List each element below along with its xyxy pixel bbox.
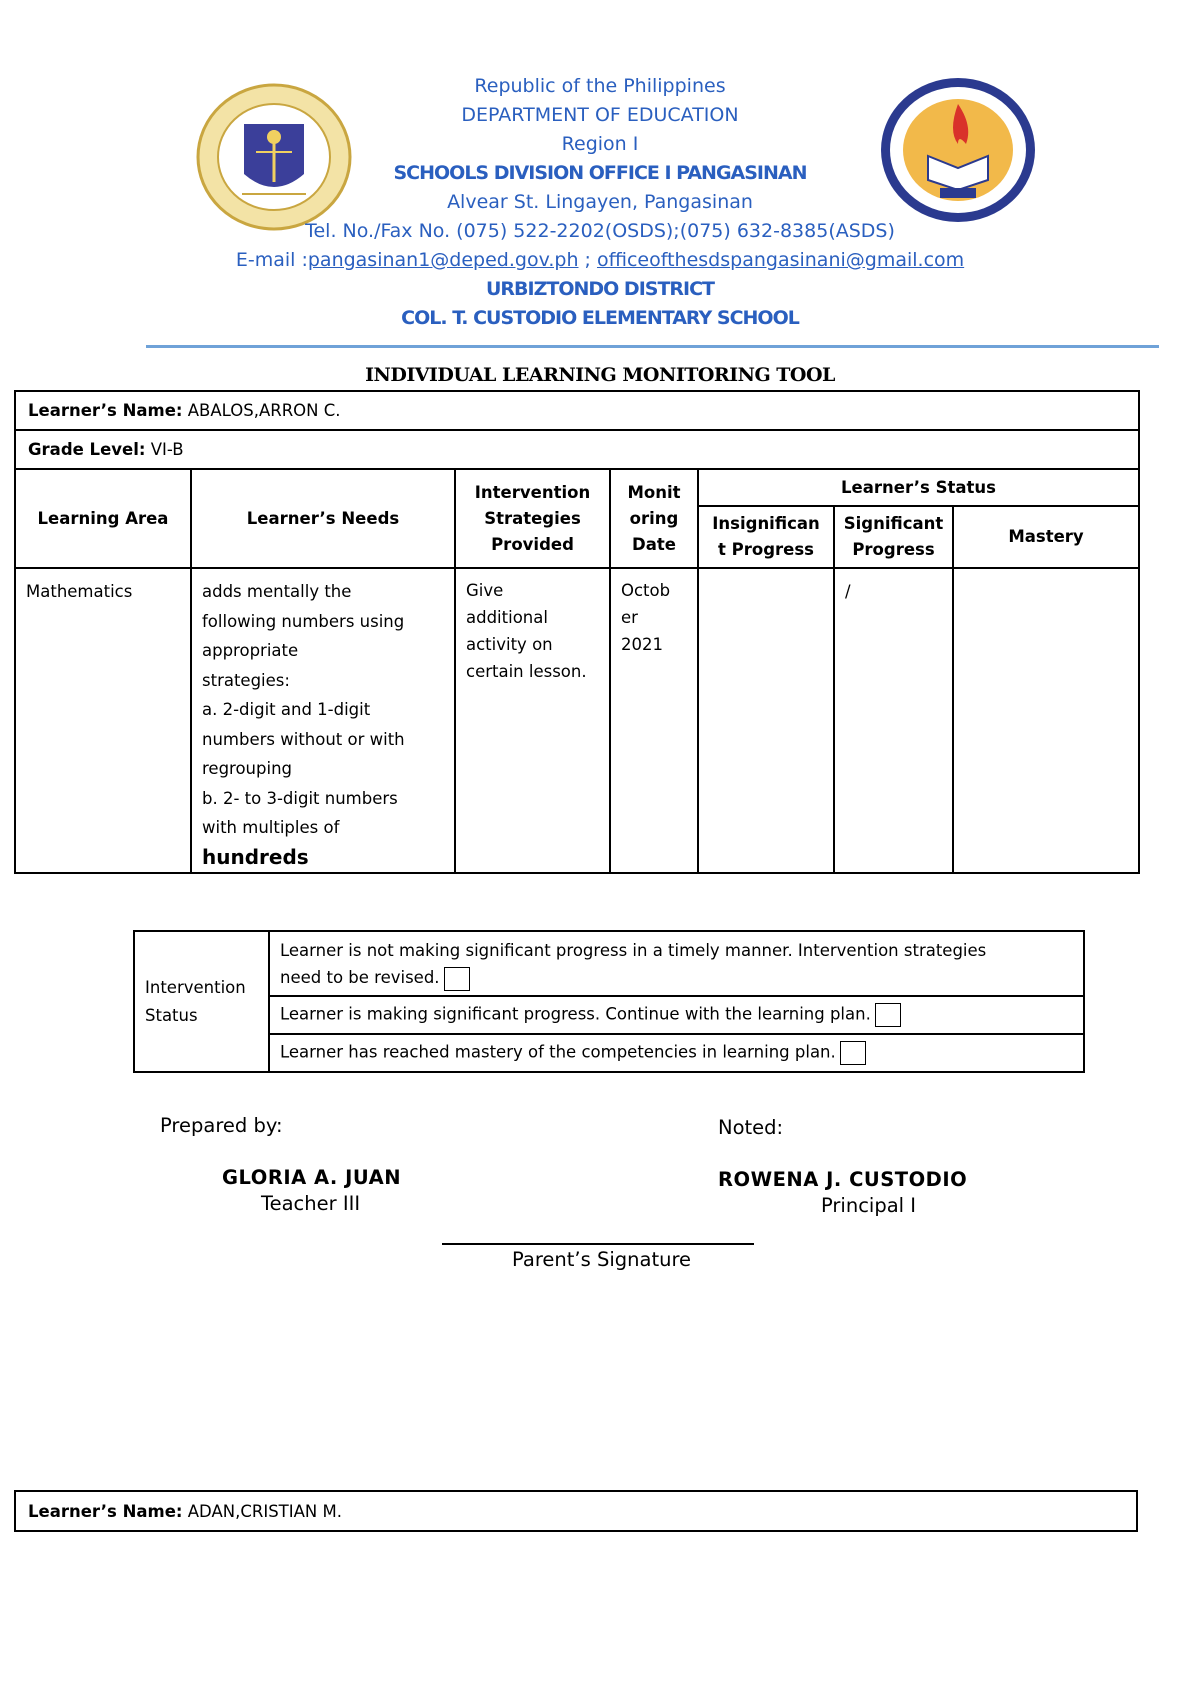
learner-name-row [15, 391, 1139, 430]
region-line: Region I [561, 133, 639, 155]
document-title: INDIVIDUAL LEARNING MONITORING TOOL [365, 364, 835, 386]
next-learner-name-label: Learner’s Name: [28, 1501, 183, 1521]
header-row-1 [15, 469, 1139, 506]
monitoring-header-line: oring [629, 508, 679, 528]
letterhead [0, 72, 1200, 333]
next-learner-table [14, 1490, 1138, 1532]
status-option-text: need to be revised. [280, 968, 440, 987]
noted-name: ROWENA J. CUSTODIO [718, 1168, 968, 1191]
intervention-status-row [134, 1034, 1084, 1072]
needs-line: a. 2-digit and 1-digit [202, 700, 371, 719]
email-link-deped[interactable]: pangasinan1@deped.gov.ph [307, 249, 579, 271]
address-line: Alvear St. Lingayen, Pangasinan [447, 191, 753, 213]
needs-line: strategies: [202, 670, 290, 690]
republic-line: Republic of the Philippines [474, 75, 726, 97]
status-option-text: Learner is not making significant progress in a timely manner. Intervention strategies [280, 941, 987, 960]
intervention-header-line: Intervention [474, 482, 591, 502]
status-option-text: Learner has reached mastery of the competencies in learning plan. [280, 1042, 836, 1062]
email-link-gmail[interactable]: officeofthesdspangasinani@gmail.com [596, 249, 965, 271]
prepared-by-label: Prepared by: [160, 1114, 283, 1137]
status-option-revise [269, 931, 1084, 996]
learner-name-value: ABALOS,ARRON C. [187, 401, 341, 420]
needs-line: numbers without or with [202, 729, 405, 749]
email-line [0, 246, 1200, 275]
monitoring-header-line: Date [632, 534, 676, 554]
needs-line: following numbers using [202, 611, 405, 631]
intervention-cell [455, 568, 610, 873]
phone-line: Tel. No./Fax No. (075) 522-2202(OSDS);(075) 632-8385(ASDS) [305, 220, 895, 242]
significant-header-line: Significant [843, 514, 944, 533]
monitoring-header-line: Monit [627, 482, 681, 502]
learners-status-header: Learner’s Status [698, 469, 1139, 506]
grade-level-label: Grade Level: [28, 440, 146, 459]
intervention-line: certain lesson. [466, 662, 587, 681]
header-divider [146, 345, 1159, 348]
checkbox-revise[interactable] [444, 967, 470, 991]
date-line: 2021 [621, 635, 663, 654]
email-prefix: E-mail : [235, 249, 308, 271]
mastery-cell [953, 568, 1139, 873]
insignificant-header-line: t Progress [718, 540, 814, 559]
significant-progress-header [834, 506, 953, 568]
intervention-status-table [133, 930, 1085, 1073]
significant-progress-cell: / [834, 568, 953, 873]
grade-level-row [15, 430, 1139, 469]
prepared-by-name: GLORIA A. JUAN [222, 1166, 402, 1189]
monitoring-date-cell [610, 568, 698, 873]
significant-header-line: Progress [852, 540, 935, 559]
next-learner-name-value: ADAN,CRISTIAN M. [187, 1501, 342, 1521]
intervention-line: activity on [466, 635, 553, 654]
intervention-status-label-line: Intervention [145, 977, 246, 997]
next-learner-name-row [15, 1491, 1137, 1531]
intervention-line: additional [466, 608, 548, 627]
needs-line: adds mentally the [202, 582, 352, 601]
noted-title: Principal I [821, 1194, 917, 1217]
district-line: URBIZTONDO DISTRICT [485, 278, 715, 300]
needs-line: appropriate [202, 641, 299, 660]
needs-line: with multiples of [202, 818, 340, 837]
noted-label: Noted: [718, 1116, 784, 1139]
checkbox-continue[interactable] [875, 1003, 901, 1027]
needs-line: regrouping [202, 759, 293, 778]
intervention-status-row [134, 996, 1084, 1034]
status-option-mastery [269, 1034, 1084, 1072]
needs-line-emphasis: hundreds [202, 844, 309, 869]
intervention-header [455, 469, 610, 568]
monitoring-date-header [610, 469, 698, 568]
insignificant-progress-cell [698, 568, 834, 873]
date-line: Octob [621, 581, 671, 600]
parent-signature-line [442, 1243, 754, 1245]
email-separator: ; [578, 249, 597, 271]
learners-needs-header: Learner’s Needs [191, 469, 455, 568]
learning-area-header: Learning Area [15, 469, 191, 568]
learners-needs-cell [191, 568, 455, 873]
parent-signature-label: Parent’s Signature [512, 1248, 692, 1271]
department-line: DEPARTMENT OF EDUCATION [461, 104, 739, 126]
grade-level-value: VI-B [150, 440, 184, 459]
school-line: COL. T. CUSTODIO ELEMENTARY SCHOOL [401, 307, 799, 329]
intervention-line: Give [466, 581, 504, 600]
date-line: er [621, 608, 638, 627]
status-option-text: Learner is making significant progress. Continue with the learning plan. [280, 1004, 871, 1024]
status-option-continue [269, 996, 1084, 1034]
intervention-status-row [134, 931, 1084, 996]
learner-name-label: Learner’s Name: [28, 401, 183, 420]
intervention-status-label-line: Status [145, 1005, 198, 1025]
intervention-header-line: Provided [491, 534, 574, 554]
insignificant-header-line: Insignifican [712, 514, 820, 533]
insignificant-progress-header [698, 506, 834, 568]
monitoring-table [14, 390, 1140, 874]
division-line: SCHOOLS DIVISION OFFICE I PANGASINAN [393, 162, 807, 184]
learning-area-cell: Mathematics [15, 568, 191, 873]
intervention-header-line: Strategies [484, 508, 581, 528]
mastery-header: Mastery [953, 506, 1139, 568]
intervention-status-label [134, 931, 269, 1072]
checkbox-mastery[interactable] [840, 1041, 866, 1065]
learning-area-row [15, 568, 1139, 873]
prepared-by-title: Teacher III [261, 1192, 361, 1215]
needs-line: b. 2- to 3-digit numbers [202, 788, 398, 808]
